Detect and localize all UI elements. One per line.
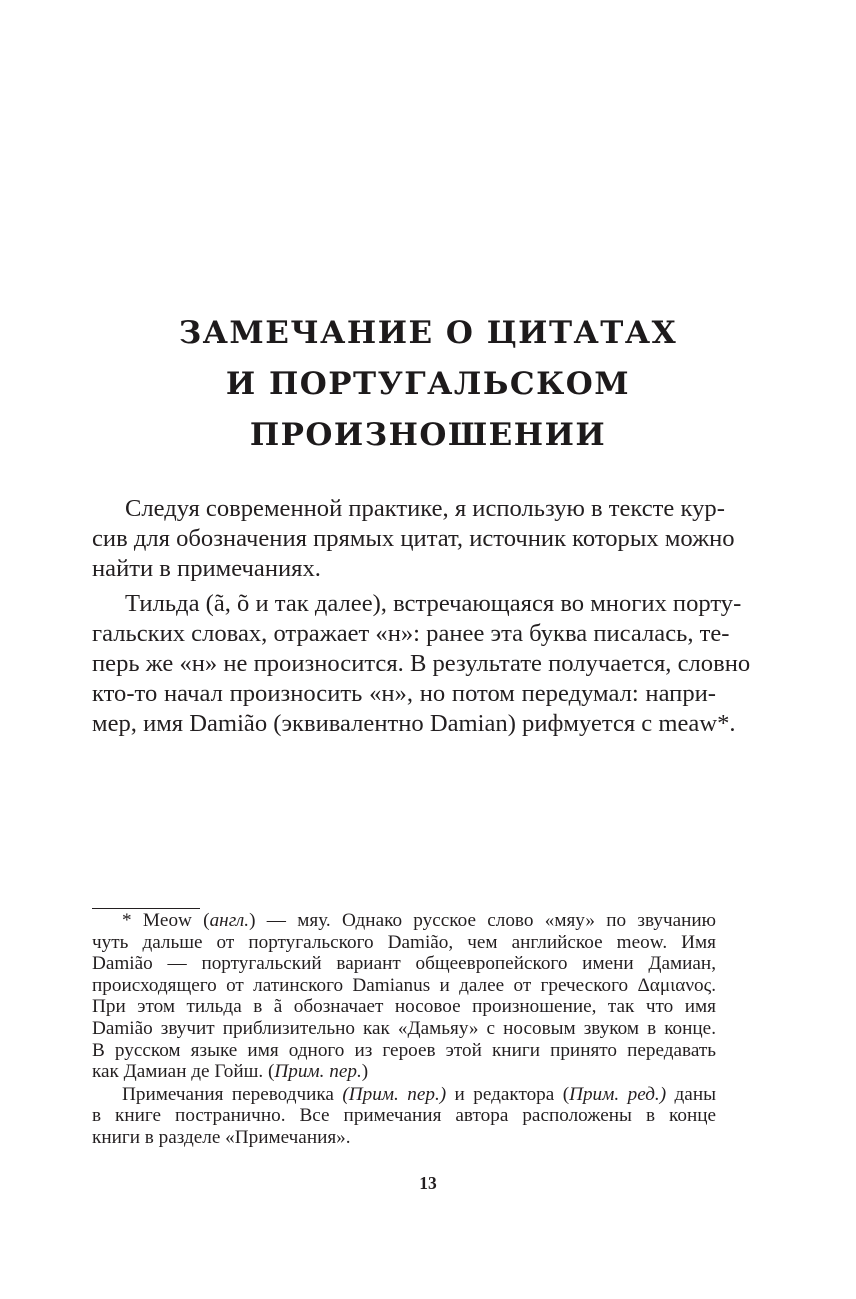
text-line: Следуя современной практике, я использую в тексте кур- <box>125 495 725 522</box>
footnote-line: книги в разделе «Примечания». <box>92 1126 351 1148</box>
text-line: сив для обозначения прямых цитат, источник которых можно <box>92 525 735 553</box>
footnote-line: Damião звучит приблизительно как «Дамьяу» с носовым звуком в конце. <box>92 1017 716 1039</box>
footnote-line: в книге постранично. Все примечания автора расположены в конце <box>92 1105 716 1127</box>
footnote-line: * Meow (англ.) — мяу. Однако русское слово «мяу» по звучанию <box>122 910 716 931</box>
chapter-title-line: ПРОИЗНОШЕНИИ <box>249 417 607 453</box>
body-text <box>92 494 751 740</box>
footnote-line: происходящего от латинского Damianus и далее от греческого Δαμιανος. <box>92 974 716 996</box>
footnote <box>92 910 716 1083</box>
footnote-separator <box>92 908 200 909</box>
footnote-line: как Дамиан де Гойш. (Прим. пер.) <box>92 1061 369 1083</box>
text-line: перь же «н» не произносится. В результате получается, словно <box>92 650 751 678</box>
footnote-line: Примечания переводчика (Прим. пер.) и редактора (Прим. ред.) даны <box>122 1083 716 1105</box>
footnote <box>92 1084 716 1149</box>
text-line: кто-то начал произносить «н», но потом передумал: напри- <box>92 680 716 708</box>
chapter-title-line: И ПОРТУГАЛЬСКОМ <box>225 366 631 402</box>
chapter-title <box>120 308 736 461</box>
footnotes <box>92 910 716 1149</box>
text-line: гальских словах, отражает «н»: ранее эта буква писалась, те- <box>92 619 730 647</box>
text-line: найти в примечаниях. <box>92 555 321 583</box>
text-line: мер, имя Damião (эквивалентно Damian) рифмуется с meaw*. <box>92 710 736 738</box>
footnote-line: В русском языке имя одного из героев этой книги принято передавать <box>92 1039 716 1061</box>
paragraph <box>92 494 735 585</box>
paragraph <box>92 589 751 740</box>
chapter-title-line: ЗАМЕЧАНИЕ О ЦИТАТАХ <box>178 315 678 351</box>
text-line: Тильда (ã, õ и так далее), встречающаяся во многих порту- <box>125 589 742 617</box>
page-number: 13 <box>419 1173 437 1193</box>
footnote-line: чуть дальше от португальского Damião, чем английское meow. Имя <box>92 931 716 953</box>
footnote-line: При этом тильда в ã обозначает носовое произношение, так что имя <box>92 996 716 1018</box>
footnote-line: Damião — португальский вариант общеевропейского имени Дамиан, <box>92 953 716 975</box>
